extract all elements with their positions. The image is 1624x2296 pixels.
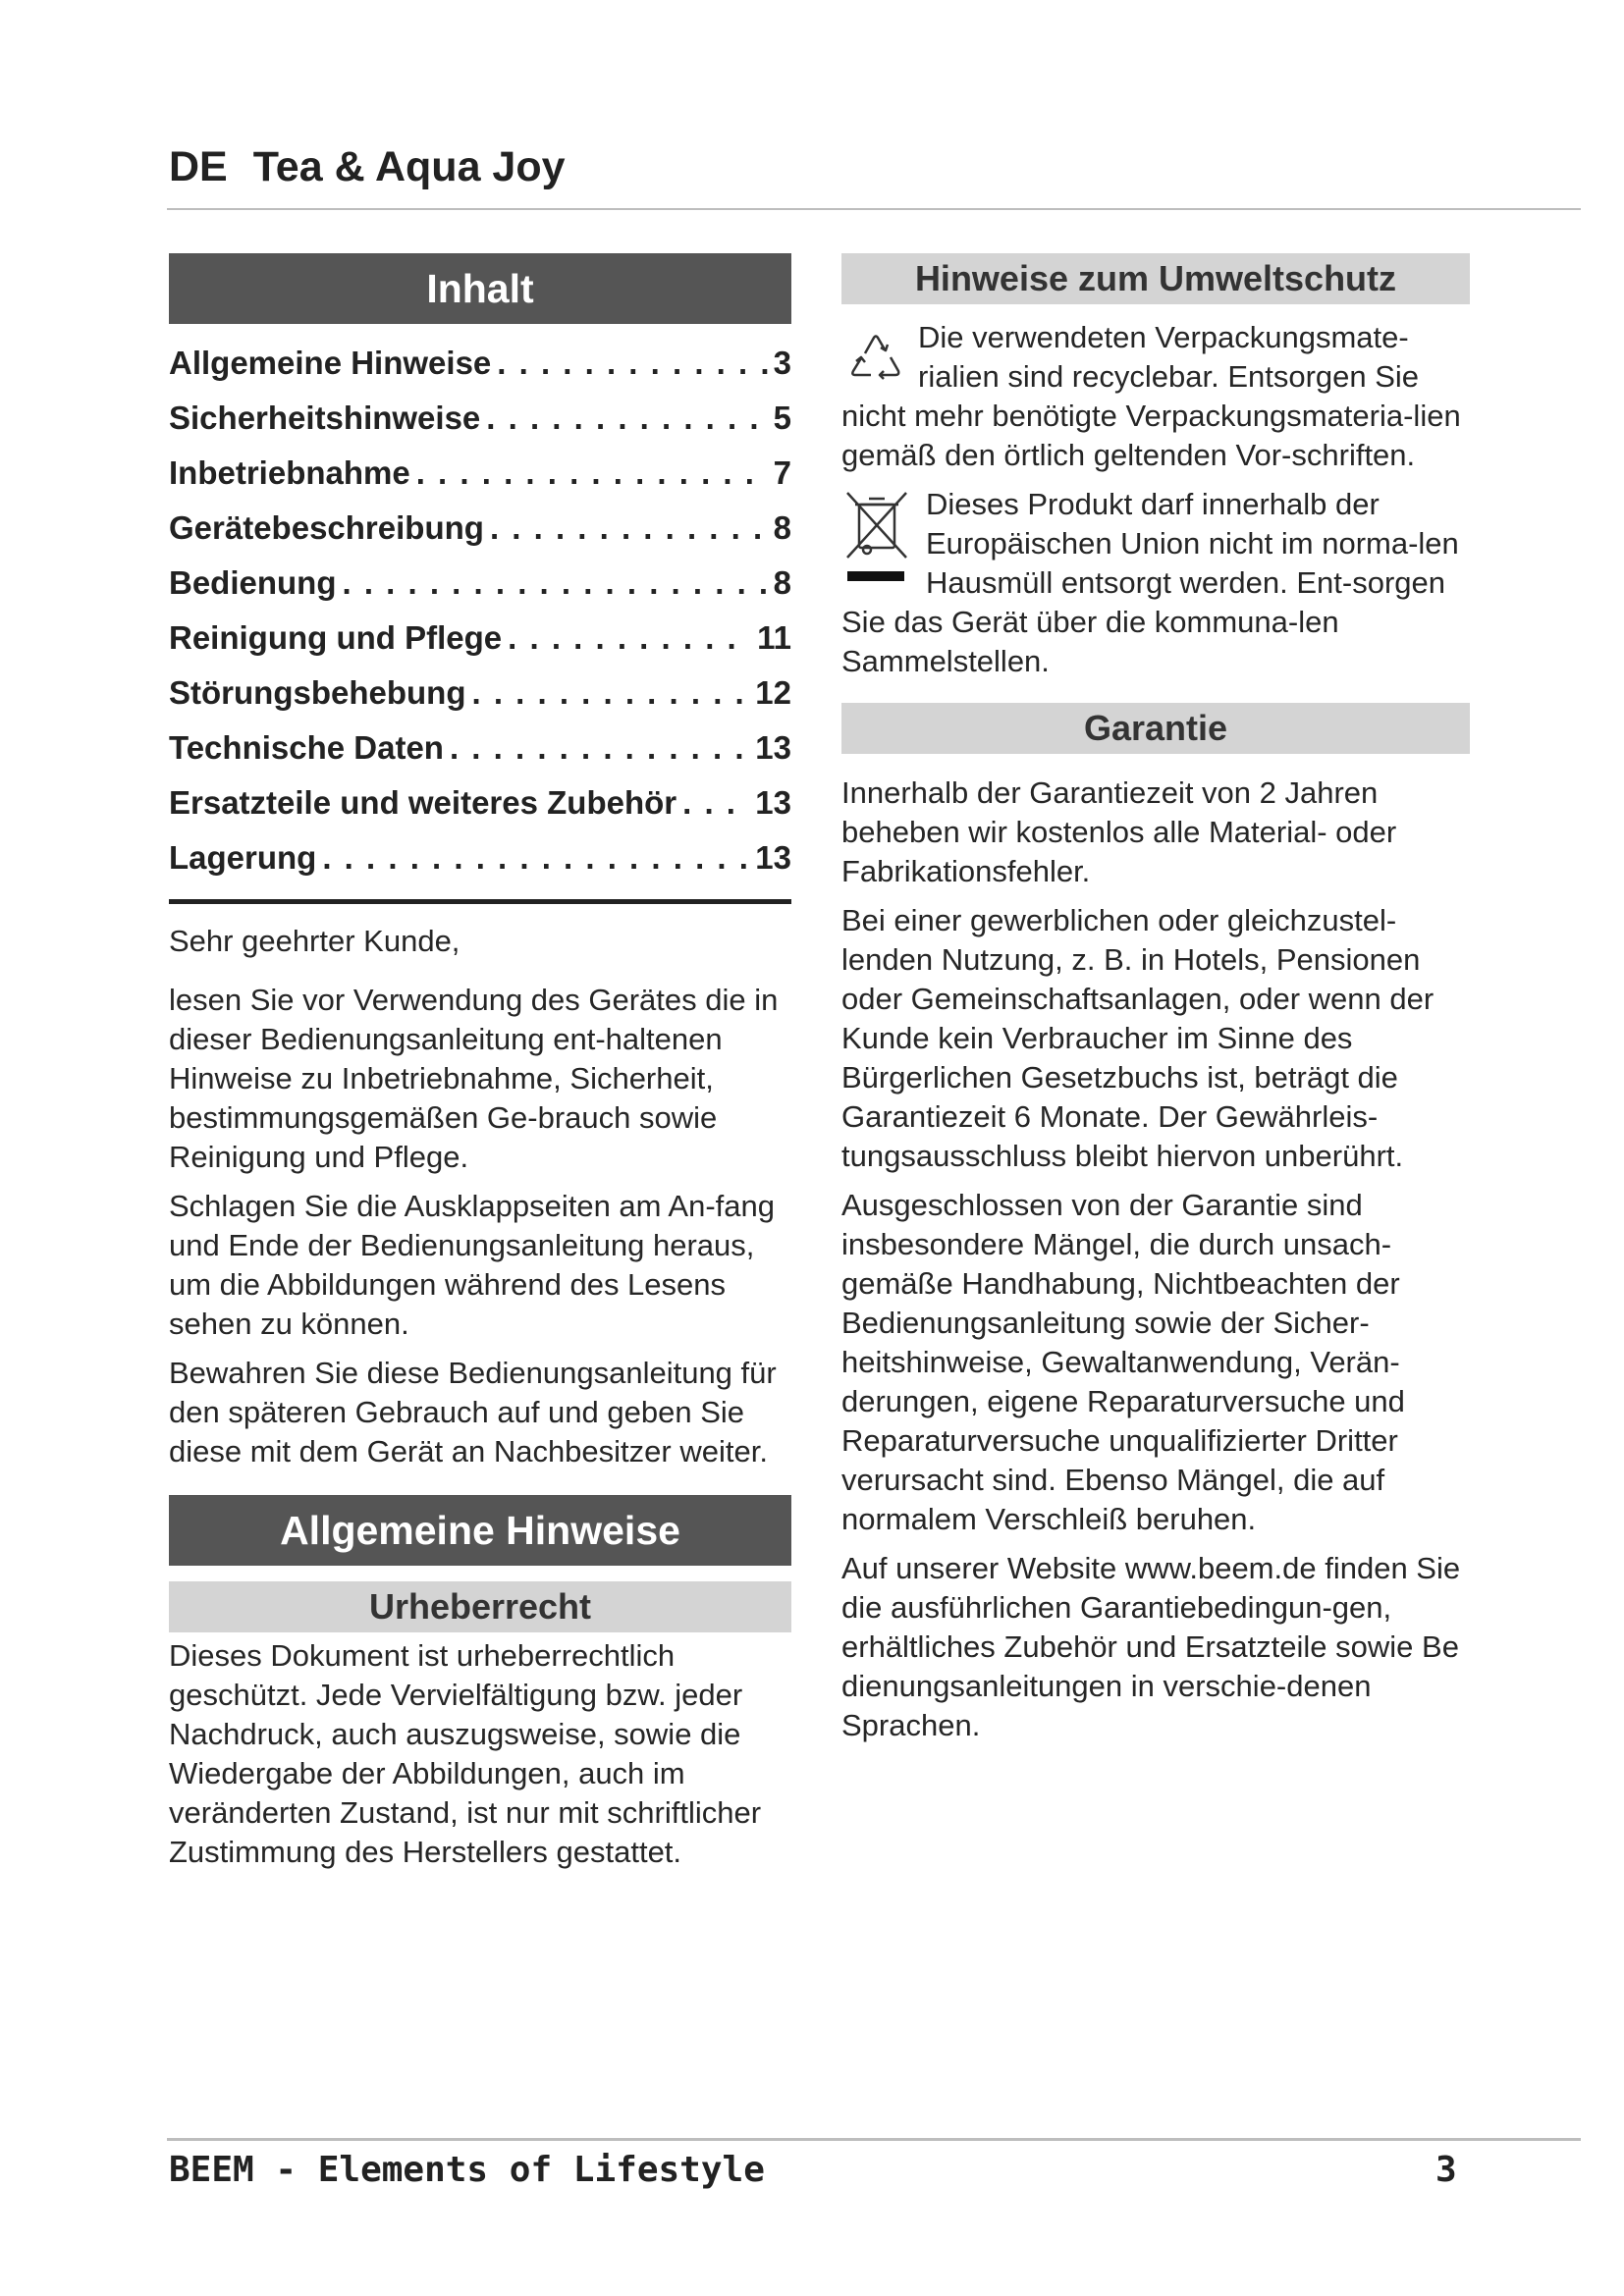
toc-item[interactable]: Sicherheitshinweise . . . 5 xyxy=(169,391,791,446)
toc-item[interactable]: Gerätebeschreibung . . . 8 xyxy=(169,501,791,556)
recycle-icon xyxy=(841,324,910,393)
warranty-paragraph: Auf unserer Website www.beem.de finden Sie die ausführlichen Garantiebedingun-gen, erhältliches Zubehör und Ersatzteile sowie Be dienungsanleitungen in verschie-denen Sprachen. xyxy=(841,1551,1461,1742)
toc-title: Inhalt xyxy=(169,253,791,324)
recycle-text: Die verwendeten Verpackungsmate-rialien sind recyclebar. Entsorgen Sie nicht mehr benötigte Verpackungsmateria-lien gemäß den örtlich geltenden Vor-schriften. xyxy=(841,320,1461,472)
section-title-warranty: Garantie xyxy=(841,703,1470,754)
intro-paragraph: Schlagen Sie die Ausklappseiten am An-fang und Ende der Bedienungsanleitung heraus, um die Abbildungen während des Lesens sehen zu können. xyxy=(169,1189,775,1341)
weee-note xyxy=(841,485,1470,681)
salutation: Sehr geehrter Kunde, xyxy=(169,924,460,958)
intro-paragraph: Bewahren Sie diese Bedienungsanleitung für den späteren Gebrauch auf und geben Sie diese mit dem Gerät an Nachbesitzer weiter. xyxy=(169,1356,777,1468)
toc-item[interactable]: Inbetriebnahme . . . 7 xyxy=(169,446,791,501)
toc-item[interactable]: Lagerung . . . 13 xyxy=(169,830,791,885)
intro-paragraph: lesen Sie vor Verwendung des Gerätes die in dieser Bedienungsanleitung ent-haltenen Hinweise zu Inbetriebnahme, Sicherheit, bestimmungsgemäßen Ge-brauch sowie Reinigung und Pflege. xyxy=(169,983,779,1174)
section-title-general: Allgemeine Hinweise xyxy=(169,1495,791,1566)
toc-item[interactable]: Störungsbehebung . . . 12 xyxy=(169,666,791,721)
subsection-title-copyright: Urheberrecht xyxy=(169,1581,791,1632)
toc-item[interactable]: Technische Daten . . . 13 xyxy=(169,721,791,775)
crossed-bin-icon xyxy=(841,489,912,597)
toc-item[interactable]: Allgemeine Hinweise . . . 3 xyxy=(169,336,791,391)
header-rule xyxy=(167,208,1581,210)
product-name: Tea & Aqua Joy xyxy=(252,143,566,190)
left-column xyxy=(169,253,791,1872)
copyright-text: Dieses Dokument ist urheberrechtlich geschützt. Jede Vervielfältigung bzw. jeder Nachdruck, auch auszugsweise, sowie die Wiedergabe der Abbildungen, auch im veränderten Zustand, ist nur mit schriftlicher Zustimmung des Herstellers gestattet. xyxy=(169,1638,762,1869)
right-column xyxy=(841,253,1470,1745)
toc-item[interactable]: Bedienung . . . 8 xyxy=(169,556,791,611)
warranty-paragraph: Ausgeschlossen von der Garantie sind insbesondere Mängel, die durch unsach-gemäße Handhabung, Nichtbeachten der Bedienungsanleitung sowie der Sicher-heitshinweise, Gewaltanwendung, Verän-derungen, eigene Reparaturversuche und Reparaturversuche unqualifizierter Dritter verursacht sind. Ebenso Mängel, die auf normalem Verschleiß beruhen. xyxy=(841,1188,1405,1536)
page-number: 3 xyxy=(1435,2150,1457,2190)
warranty-paragraph: Innerhalb der Garantiezeit von 2 Jahren beheben wir kostenlos alle Material- oder Fabrikationsfehler. xyxy=(841,775,1397,888)
footer-brand: BEEM - Elements of Lifestyle xyxy=(169,2150,765,2190)
page-header xyxy=(169,143,566,191)
table-of-contents xyxy=(169,336,791,885)
toc-item[interactable]: Ersatzteile und weiteres Zubehör . . . 13 xyxy=(169,775,791,830)
weee-text: Dieses Produkt darf innerhalb der Europäischen Union nicht im norma-len Hausmüll entsorgt werden. Ent-sorgen Sie das Gerät über die kommuna-len Sammelstellen. xyxy=(841,487,1459,678)
language-code: DE xyxy=(169,143,228,190)
footer-rule xyxy=(167,2138,1581,2141)
section-title-environment: Hinweise zum Umweltschutz xyxy=(841,253,1470,304)
toc-end-rule xyxy=(169,899,791,904)
toc-item[interactable]: Reinigung und Pflege . . . 11 xyxy=(169,611,791,666)
recycle-note xyxy=(841,318,1470,475)
warranty-paragraph: Bei einer gewerblichen oder gleichzustel-lenden Nutzung, z. B. in Hotels, Pensionen oder Gemeinschaftsanlagen, oder wenn der Kunde kein Verbraucher im Sinne des Bürgerlichen Gesetzbuchs ist, beträgt die Garantiezeit 6 Monate. Der Gewährleis-tungsausschluss bleibt hiervon unberührt. xyxy=(841,903,1435,1173)
